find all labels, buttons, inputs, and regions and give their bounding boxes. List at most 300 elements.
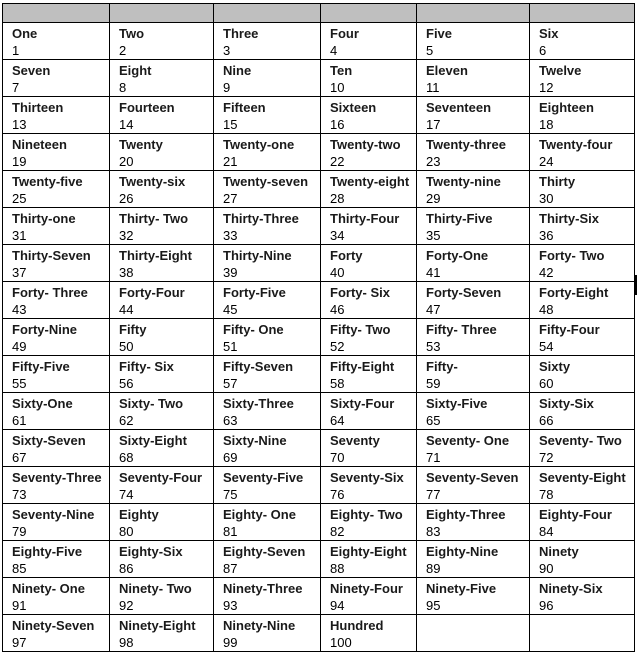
- number-word: Sixty-Nine: [223, 433, 287, 448]
- table-cell: [3, 60, 110, 97]
- number-word: Ninety-Three: [223, 581, 303, 596]
- table-cell: [417, 393, 530, 430]
- table-cell: [214, 393, 321, 430]
- table-cell: [214, 578, 321, 615]
- number-digit: 71: [426, 450, 441, 465]
- number-word: Fifty- Six: [119, 359, 174, 374]
- table-cell: [321, 578, 417, 615]
- number-word: Seventy-Nine: [12, 507, 95, 522]
- table-cell: [530, 23, 635, 60]
- table-cell: [3, 615, 110, 652]
- table-cell: [417, 60, 530, 97]
- number-digit: 90: [539, 561, 554, 576]
- number-word: Sixteen: [330, 100, 377, 115]
- number-word: Hundred: [330, 618, 384, 633]
- table-cell: [417, 356, 530, 393]
- number-word: Seventy-Seven: [426, 470, 519, 485]
- table-cell: [3, 245, 110, 282]
- table-cell: [214, 504, 321, 541]
- number-digit: 12: [539, 80, 554, 95]
- number-digit: 100: [330, 635, 352, 650]
- number-digit: 96: [539, 598, 554, 613]
- number-word: Forty-Five: [223, 285, 286, 300]
- number-digit: 24: [539, 154, 554, 169]
- number-word: Forty-One: [426, 248, 489, 263]
- table-cell: [3, 23, 110, 60]
- table-cell: [3, 97, 110, 134]
- number-word: Eighty-Four: [539, 507, 612, 522]
- table-row: [3, 282, 635, 319]
- number-word: Thirty-one: [12, 211, 76, 226]
- table-cell: [530, 60, 635, 97]
- table-body: [3, 4, 635, 652]
- number-digit: 79: [12, 524, 27, 539]
- table-cell: [321, 60, 417, 97]
- table-cell: [321, 282, 417, 319]
- number-digit: 22: [330, 154, 345, 169]
- table-cell: [214, 171, 321, 208]
- number-digit: 95: [426, 598, 441, 613]
- table-row: [3, 356, 635, 393]
- table-cell: [530, 319, 635, 356]
- number-word: Twenty-five: [12, 174, 83, 189]
- number-word: Seventeen: [426, 100, 492, 115]
- table-cell: [321, 430, 417, 467]
- table-cell: [321, 615, 417, 652]
- number-digit: 99: [223, 635, 238, 650]
- table-cell: [214, 615, 321, 652]
- number-digit: 94: [330, 598, 345, 613]
- number-word: Ninety- One: [12, 581, 85, 596]
- number-digit: 75: [223, 487, 238, 502]
- number-word: Ninety-Seven: [12, 618, 95, 633]
- number-word: Thirteen: [12, 100, 64, 115]
- table-cell: [417, 467, 530, 504]
- number-word: Ninety: [539, 544, 579, 559]
- number-digit: 27: [223, 191, 238, 206]
- number-digit: 69: [223, 450, 238, 465]
- number-word: Twenty-one: [223, 137, 295, 152]
- number-digit: 67: [12, 450, 27, 465]
- table-row: [3, 97, 635, 134]
- table-cell: [417, 541, 530, 578]
- number-digit: 30: [539, 191, 554, 206]
- number-digit: 84: [539, 524, 554, 539]
- number-word: Seventy-Four: [119, 470, 203, 485]
- table-row: [3, 578, 635, 615]
- table-cell: [214, 60, 321, 97]
- number-digit: 4: [330, 43, 338, 58]
- table-row: [3, 245, 635, 282]
- number-word: Three: [223, 26, 259, 41]
- table-cell: [321, 171, 417, 208]
- number-word: Nineteen: [12, 137, 67, 152]
- number-digit: 28: [330, 191, 345, 206]
- number-digit: 65: [426, 413, 441, 428]
- number-digit: 18: [539, 117, 554, 132]
- header-row: [3, 4, 635, 23]
- table-cell: [110, 504, 214, 541]
- number-digit: 62: [119, 413, 134, 428]
- number-word: Fourteen: [119, 100, 175, 115]
- number-digit: 8: [119, 80, 127, 95]
- number-word: Ninety-Nine: [223, 618, 296, 633]
- table-row: [3, 23, 635, 60]
- number-digit: 63: [223, 413, 238, 428]
- table-cell: [110, 578, 214, 615]
- table-cell: [214, 356, 321, 393]
- table-cell: [321, 393, 417, 430]
- number-word: Ninety- Two: [119, 581, 192, 596]
- number-digit: 41: [426, 265, 441, 280]
- number-word: Sixty-Four: [330, 396, 395, 411]
- table-cell: [3, 282, 110, 319]
- number-digit: 42: [539, 265, 554, 280]
- number-word: Forty-Four: [119, 285, 185, 300]
- number-digit: 48: [539, 302, 554, 317]
- table-cell: [3, 541, 110, 578]
- number-word: Four: [330, 26, 359, 41]
- table-cell: [417, 615, 530, 652]
- table-cell: [321, 356, 417, 393]
- table-cell: [214, 97, 321, 134]
- number-word: Sixty-Seven: [12, 433, 86, 448]
- number-word: Fifty-Eight: [330, 359, 395, 374]
- number-digit: 46: [330, 302, 345, 317]
- number-word: Forty: [330, 248, 363, 263]
- table-cell: [417, 578, 530, 615]
- table-cell: [214, 467, 321, 504]
- table-cell: [321, 23, 417, 60]
- header-cell: [417, 4, 530, 23]
- table-cell: [214, 245, 321, 282]
- number-digit: 38: [119, 265, 134, 280]
- table-cell: [214, 430, 321, 467]
- number-digit: 32: [119, 228, 134, 243]
- number-word: Seventy-Three: [12, 470, 102, 485]
- number-word: Eight: [119, 63, 152, 78]
- number-word: Fifteen: [223, 100, 266, 115]
- table-cell: [3, 578, 110, 615]
- table-cell: [3, 467, 110, 504]
- number-word: Thirty: [539, 174, 576, 189]
- number-word: Eleven: [426, 63, 468, 78]
- number-word: Nine: [223, 63, 252, 78]
- table-cell: [3, 430, 110, 467]
- number-word: Eighty-Five: [12, 544, 83, 559]
- number-word: Thirty-Seven: [12, 248, 91, 263]
- table-row: [3, 504, 635, 541]
- table-cell: [110, 134, 214, 171]
- table-cell: [110, 97, 214, 134]
- number-word: Twenty-two: [330, 137, 401, 152]
- number-word: Eighty-Three: [426, 507, 506, 522]
- number-word: Ninety-Eight: [119, 618, 196, 633]
- number-digit: 82: [330, 524, 345, 539]
- number-digit: 23: [426, 154, 441, 169]
- number-digit: 85: [12, 561, 27, 576]
- number-digit: 1: [12, 43, 20, 58]
- table-cell: [530, 541, 635, 578]
- number-digit: 74: [119, 487, 134, 502]
- number-digit: 93: [223, 598, 238, 613]
- number-word: Seventy: [330, 433, 380, 448]
- number-digit: 5: [426, 43, 434, 58]
- table-cell: [3, 208, 110, 245]
- number-digit: 60: [539, 376, 554, 391]
- number-digit: 83: [426, 524, 441, 539]
- number-word: Sixty: [539, 359, 571, 374]
- number-digit: 80: [119, 524, 134, 539]
- table-cell: [214, 23, 321, 60]
- number-word: Two: [119, 26, 145, 41]
- header-cell: [3, 4, 110, 23]
- number-digit: 44: [119, 302, 134, 317]
- table-cell: [530, 282, 635, 319]
- number-word: Twelve: [539, 63, 582, 78]
- table-cell: [417, 171, 530, 208]
- number-word: Fifty-: [426, 359, 458, 374]
- number-digit: 68: [119, 450, 134, 465]
- table-cell: [417, 208, 530, 245]
- number-digit: 31: [12, 228, 27, 243]
- number-word: Five: [426, 26, 453, 41]
- number-digit: 97: [12, 635, 27, 650]
- number-word: Sixty-One: [12, 396, 73, 411]
- table-cell: [214, 134, 321, 171]
- number-digit: 25: [12, 191, 27, 206]
- table-cell: [417, 430, 530, 467]
- table-row: [3, 541, 635, 578]
- table-cell: [530, 356, 635, 393]
- number-digit: 54: [539, 339, 554, 354]
- number-word: Eighty-Eight: [330, 544, 407, 559]
- number-digit: 10: [330, 80, 345, 95]
- table-cell: [3, 319, 110, 356]
- number-digit: 78: [539, 487, 554, 502]
- number-word: Twenty: [119, 137, 163, 152]
- number-word: Eighty-Six: [119, 544, 183, 559]
- header-cell: [110, 4, 214, 23]
- number-digit: 20: [119, 154, 134, 169]
- number-digit: 76: [330, 487, 345, 502]
- number-digit: 55: [12, 376, 27, 391]
- table-cell: [110, 356, 214, 393]
- number-digit: 40: [330, 265, 345, 280]
- number-digit: 73: [12, 487, 27, 502]
- table-cell: [110, 430, 214, 467]
- number-digit: 49: [12, 339, 27, 354]
- table-cell: [417, 134, 530, 171]
- number-word: Sixty-Five: [426, 396, 488, 411]
- number-word: Seventy-Eight: [539, 470, 626, 485]
- number-word: Seventy- One: [426, 433, 510, 448]
- table-cell: [530, 430, 635, 467]
- number-digit: 2: [119, 43, 127, 58]
- table-cell: [3, 134, 110, 171]
- number-digit: 15: [223, 117, 238, 132]
- number-word: Forty- Two: [539, 248, 605, 263]
- table-cell: [3, 393, 110, 430]
- number-word: Fifty- Two: [330, 322, 391, 337]
- number-digit: 9: [223, 80, 231, 95]
- header-cell: [530, 4, 635, 23]
- number-word: Forty- Three: [12, 285, 88, 300]
- number-word: [539, 615, 634, 617]
- number-digit: 77: [426, 487, 441, 502]
- table-cell: [417, 504, 530, 541]
- number-digit: 51: [223, 339, 238, 354]
- table-cell: [214, 541, 321, 578]
- number-word: Fifty-Four: [539, 322, 600, 337]
- number-digit: 50: [119, 339, 134, 354]
- number-digit: 87: [223, 561, 238, 576]
- number-digit: 88: [330, 561, 345, 576]
- table-cell: [417, 97, 530, 134]
- number-word: Thirty-Five: [426, 211, 493, 226]
- number-word: Six: [539, 26, 559, 41]
- number-digit: 7: [12, 80, 20, 95]
- number-digit: 35: [426, 228, 441, 243]
- number-digit: 37: [12, 265, 27, 280]
- number-digit: 43: [12, 302, 27, 317]
- table-row: [3, 60, 635, 97]
- number-word: [426, 615, 529, 617]
- table-cell: [530, 208, 635, 245]
- number-word: Seventy- Two: [539, 433, 622, 448]
- table-row: [3, 430, 635, 467]
- number-digit: 98: [119, 635, 134, 650]
- number-digit: 21: [223, 154, 238, 169]
- number-word: Forty-Seven: [426, 285, 502, 300]
- table-cell: [530, 578, 635, 615]
- number-digit: 39: [223, 265, 238, 280]
- number-digit: 89: [426, 561, 441, 576]
- number-digit: 64: [330, 413, 345, 428]
- number-word: Forty-Nine: [12, 322, 77, 337]
- number-digit: 29: [426, 191, 441, 206]
- number-word: Forty-Eight: [539, 285, 609, 300]
- number-word: Twenty-seven: [223, 174, 309, 189]
- number-digit: 86: [119, 561, 134, 576]
- number-word: Eighty-Nine: [426, 544, 499, 559]
- number-digit: 19: [12, 154, 27, 169]
- number-digit: 81: [223, 524, 238, 539]
- number-digit: 53: [426, 339, 441, 354]
- number-word: Eighty- Two: [330, 507, 403, 522]
- number-word: Thirty- Two: [119, 211, 189, 226]
- table-cell: [110, 282, 214, 319]
- table-cell: [214, 282, 321, 319]
- table-cell: [110, 319, 214, 356]
- table-cell: [3, 504, 110, 541]
- number-digit: 72: [539, 450, 554, 465]
- number-word: Thirty-Four: [330, 211, 400, 226]
- number-word: Thirty-Nine: [223, 248, 292, 263]
- number-word: Ninety-Four: [330, 581, 403, 596]
- number-digit: 66: [539, 413, 554, 428]
- number-word: Eighty- One: [223, 507, 296, 522]
- table-row: [3, 171, 635, 208]
- table-cell: [530, 504, 635, 541]
- table-cell: [110, 245, 214, 282]
- table-row: [3, 319, 635, 356]
- number-word: Thirty-Three: [223, 211, 299, 226]
- table-cell: [530, 467, 635, 504]
- table-cell: [530, 97, 635, 134]
- header-cell: [214, 4, 321, 23]
- number-word: Ten: [330, 63, 353, 78]
- number-digit: 70: [330, 450, 345, 465]
- number-word: Eighteen: [539, 100, 594, 115]
- table-cell: [530, 245, 635, 282]
- table-cell: [110, 60, 214, 97]
- table-row: [3, 467, 635, 504]
- table-cell: [321, 467, 417, 504]
- number-digit: 3: [223, 43, 231, 58]
- table-cell: [321, 319, 417, 356]
- number-digit: 56: [119, 376, 134, 391]
- number-digit: 59: [426, 376, 441, 391]
- table-cell: [321, 245, 417, 282]
- number-digit: 26: [119, 191, 134, 206]
- number-word: Ninety-Five: [426, 581, 497, 596]
- header-cell: [321, 4, 417, 23]
- table-cell: [530, 615, 635, 652]
- number-word: Seventy-Five: [223, 470, 304, 485]
- number-digit: 52: [330, 339, 345, 354]
- number-word: Thirty-Six: [539, 211, 599, 226]
- number-digit: 57: [223, 376, 238, 391]
- number-word: One: [12, 26, 38, 41]
- number-word: Twenty-four: [539, 137, 613, 152]
- number-word: Eighty: [119, 507, 159, 522]
- table-cell: [110, 171, 214, 208]
- table-cell: [417, 282, 530, 319]
- number-word: Fifty-Seven: [223, 359, 294, 374]
- number-digit: 13: [12, 117, 27, 132]
- table-cell: [530, 171, 635, 208]
- number-digit: 33: [223, 228, 238, 243]
- table-row: [3, 393, 635, 430]
- table-cell: [214, 208, 321, 245]
- number-digit: 91: [12, 598, 27, 613]
- number-digit: 6: [539, 43, 547, 58]
- number-digit: 34: [330, 228, 345, 243]
- number-digit: 17: [426, 117, 441, 132]
- table-cell: [417, 319, 530, 356]
- number-digit: 36: [539, 228, 554, 243]
- number-digit: 11: [426, 80, 440, 95]
- number-word: Seven: [12, 63, 51, 78]
- number-word: Twenty-eight: [330, 174, 410, 189]
- number-word: Twenty-nine: [426, 174, 501, 189]
- table-cell: [417, 23, 530, 60]
- table-cell: [321, 208, 417, 245]
- number-word: Fifty-Five: [12, 359, 70, 374]
- table-cell: [321, 504, 417, 541]
- number-word: Fifty: [119, 322, 147, 337]
- number-word: Twenty-three: [426, 137, 506, 152]
- number-word: Seventy-Six: [330, 470, 404, 485]
- table-cell: [110, 615, 214, 652]
- number-word: Sixty- Two: [119, 396, 184, 411]
- number-digit: 47: [426, 302, 441, 317]
- number-digit: 45: [223, 302, 238, 317]
- table-cell: [417, 245, 530, 282]
- number-word: Twenty-six: [119, 174, 186, 189]
- table-row: [3, 134, 635, 171]
